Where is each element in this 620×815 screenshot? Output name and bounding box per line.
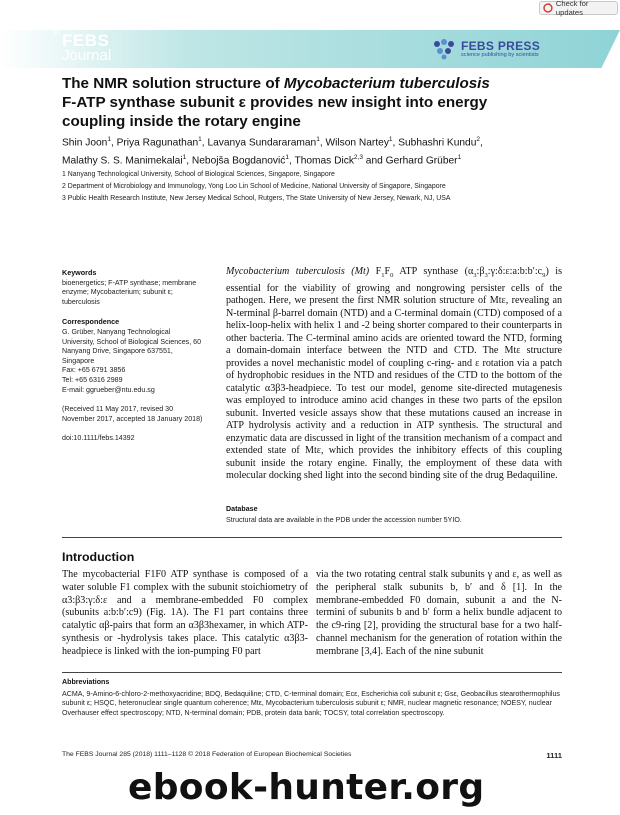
title-line2: F-ATP synthase subunit ε provides new insight into energy xyxy=(62,94,488,111)
logo-the: The xyxy=(54,23,61,36)
abstract-text: F xyxy=(384,266,391,277)
check-for-updates-button[interactable] xyxy=(539,1,618,15)
author-separator: , xyxy=(110,137,117,149)
abbreviations-text: ACMA, 9-Amino-6-chloro-2-methoxyacridine; BDQ, Bedaquiline; CTD, C-terminal domain; Ecε, Escherichia coli subunit ε; Gsε, Geobacillus stearothermophilus subunit ε; HSQC, heteronuclear single quantum coherence; Mtε, Mycobacterium tuberculosis subunit ε; NMR, nuclear magnetic resonance; NOESY, nuclear Overhauser effect spectroscopy; NTD, N-terminal domain; PDB, protein data bank; TOCSY, total correlation spectroscopy. xyxy=(62,689,560,717)
abbreviations-block xyxy=(62,678,562,718)
author-affiliation-ref: 2,3 xyxy=(353,153,363,161)
author-name: Priya Ragunathan xyxy=(116,137,199,149)
introduction-column-left: The mycobacterial F1F0 ATP synthase is composed of a water soluble F1 complex with the subunit stoichiometry of α3:β3:γ:δ:ε and a membrane-embedded F0 complex (subunits a:b:b′:c9) (Fig. 1A). The F1 part contains three catalytic αβ-pairs that form an α3β3hexamer, in which ATP- synthesis or -hydrolysis takes place. This catalytic α3β3-headpiece is linked with the ion-pumping F0 part xyxy=(62,569,308,657)
title-line1-italic: Mycobacterium tuberculosis xyxy=(283,75,490,92)
correspondence-line: University, School of Biological Sciences, 60 xyxy=(62,337,202,346)
febs-press-logo xyxy=(432,38,540,60)
author-affiliation-ref: 1 xyxy=(457,153,462,161)
received-line: November 2017, accepted 18 January 2018) xyxy=(62,414,203,423)
author-line-1: Shin Joon$^1$, Priya Ragunathan$^1$, Lavanya Sundararaman$^1$, Wilson Nartey$^1$, Subhashri Kundu$^2$, xyxy=(62,136,483,149)
keywords-heading: Keywords xyxy=(62,268,97,277)
abstract-text: ATP synthase (α xyxy=(393,266,474,277)
press-name: FEBS PRESS xyxy=(461,38,541,53)
section-divider xyxy=(62,537,562,538)
received-block xyxy=(62,405,210,424)
abstract-organism: Mycobacterium tuberculosis (Mt) xyxy=(226,266,370,277)
doi-link[interactable]: doi:10.1111/febs.14392 xyxy=(62,434,135,443)
footer-citation: The FEBS Journal 285 (2018) 1111–1128 © 2018 Federation of European Biochemical Societies xyxy=(62,751,352,758)
keywords-line: tuberculosis xyxy=(62,297,100,306)
author-list xyxy=(62,133,572,169)
author-name: Wilson Nartey xyxy=(325,137,389,149)
article-title xyxy=(62,74,562,131)
keywords-line: bioenergetics; F-ATP synthase; membrane xyxy=(62,278,197,287)
author-line-2 xyxy=(62,151,572,169)
author-name: Nebojša Bogdanović xyxy=(191,155,286,167)
watermark-logo: ebook-hunter.org xyxy=(128,767,485,808)
refresh-icon xyxy=(543,3,553,13)
affiliation-1: 1 Nanyang Technological University, School of Biological Sciences, Singapore, Singapore xyxy=(62,171,335,178)
author-affiliation-ref: 1 xyxy=(198,136,202,143)
author-affiliation-ref: 1 xyxy=(107,136,111,143)
keywords-line: enzyme; Mycobacterium; subunit ε; xyxy=(62,288,173,297)
affiliations xyxy=(62,169,582,205)
introduction-column-right: via the two rotating central stalk subunits γ and ε, as well as the peripheral stalk subunits b, b′ and δ [1]. In the membrane-embedded F0 domain, subunit a and the N-termini of subunits b and b′ form a helix bundle adjacent to the c9-ring [2], providing the structural base for a two half-channel mechanism for the generation of rotation within the membrane [3,4]. Each of the nine subunit xyxy=(316,569,562,657)
author-separator: , xyxy=(288,155,295,167)
correspondence-block xyxy=(62,317,210,395)
affiliation-2: 2 Department of Microbiology and Immunology, Yong Loo Lin School of Medicine, National University of Singapore, Singapore xyxy=(62,183,446,190)
author-separator: , xyxy=(201,137,208,149)
correspondence-line: Nanyang Drive, Singapore 637551, xyxy=(62,347,173,356)
keywords-block xyxy=(62,268,210,307)
received-line: (Received 11 May 2017, revised 30 xyxy=(62,405,174,414)
author-separator: and xyxy=(362,155,386,167)
author-name: Gerhard Grüber xyxy=(385,155,458,167)
abstract-body: ) is essential for the viability of growing and nongrowing persister cells of the pathogen. Here, we present the first NMR solution structure of Mtε, revealing an N-terminal β-barrel domain (NTD) and a C-terminal domain (CTD) composed of a helix-loop-helix with helix 1 and -2 being shorter compared to their counterparts in other bacteria. The C-terminal amino acids are oriented toward the NTD, forming a domain-domain interface between the NTD and CTD. The Mtε structure provides a novel mechanistic model of coupling c-ring- and ε rotation via a patch of hydrophobic residues in the NTD and residues of the CTD to the bottom of the catalytic α3β3-headpiece. To test our model, genome site-directed mutagenesis was employed to introduce amino acid changes in these two parts of the epsilon subunit. Inverted vesicle assays show that these mutations caused an increase in ATP hydrolysis activity and a reduction in ATP synthesis. The structural and enzymatic data are discussed in light of the transition mechanism of a compact and extended state of Mtε, which provides the inhibitory effects of this coupling subunit inside the rotary engine. Finally, the employment of these data with molecular docking shed light into the second binding site of the drug Bedaquiline. xyxy=(226,266,563,482)
introduction-heading: Introduction xyxy=(62,550,135,564)
database-text: Structural data are available in the PDB under the accession number 5YIO. xyxy=(226,516,462,524)
febs-press-mark-icon xyxy=(432,38,456,60)
author-separator: , xyxy=(319,137,326,149)
author-name: Malathy S. S. Manimekalai xyxy=(62,155,183,167)
check-for-updates-label: Check for updates xyxy=(555,0,589,17)
affiliation-3: 3 Public Health Research Institute, New Jersey Medical School, Rutgers, The State University of New Jersey, Newark, NJ, USA xyxy=(62,195,451,202)
author-affiliation-ref: 1 xyxy=(388,136,393,143)
press-tagline: science publishing by scientists xyxy=(461,51,539,58)
author-affiliation-ref: 1 xyxy=(285,153,289,161)
correspondence-fax: Fax: +65 6791 3856 xyxy=(62,366,126,375)
author-separator: , xyxy=(392,137,399,149)
abbreviations-heading: Abbreviations xyxy=(62,678,110,686)
correspondence-heading: Correspondence xyxy=(62,317,120,327)
author-name: Shin Joon xyxy=(62,137,108,149)
article-sidebar xyxy=(62,268,210,454)
author-affiliation-ref: 2 xyxy=(476,136,481,143)
author-name: Thomas Dick xyxy=(294,155,354,167)
correspondence-email-link[interactable]: E-mail: ggrueber@ntu.edu.sg xyxy=(62,385,155,394)
author-name: Lavanya Sundararaman xyxy=(207,137,317,149)
database-heading: Database xyxy=(226,505,258,513)
doi-block xyxy=(62,434,210,444)
abstract: Mycobacterium tuberculosis (Mt) $F_1F_0$ ATP synthase $(\alpha_3:\beta_3:\gamma:\delta:\varepsilon:a:b:b':c_9)$ is essential for the viability of growing and nongrowing persister cells of the pathogen. Here, we present the first NMR solution structure of Mtε, revealing an N-terminal β-barrel domain (NTD) and a C-terminal domain (CTD) composed of a helix-loop-helix with helix 1 and -2 being shorter compared to their counterparts in other bacteria. The C-terminal amino acids are oriented toward the NTD, forming a domain-domain interface between the NTD and CTD. The Mtε structure provides a novel mechanistic model of coupling c-ring- and ε rotation via a patch of hydrophobic residues in the NTD and residues of the CTD to the bottom of the catalytic α3β3-headpiece. To test our model, genome site-directed mutagenesis was employed to introduce amino acid changes in these two parts of the epsilon subunit. Inverted vesicle assays show that these mutations caused an increase in ATP hydrolysis activity and a reduction in ATP synthesis. The structural and enzymatic data are discussed in light of the transition mechanism of a compact and extended state of Mtε, which provides the inhibitory effects of this coupling subunit inside the rotary engine. Finally, the employment of these data with molecular docking shed light into the second binding site of the drug Bedaquiline. xyxy=(226,266,563,482)
author-affiliation-ref: 1 xyxy=(182,153,187,161)
correspondence-line: G. Grüber, Nanyang Technological xyxy=(62,327,171,336)
author-name: Subhashri Kundu xyxy=(398,137,477,149)
febs-journal-logo xyxy=(54,23,112,64)
page-footer xyxy=(62,751,562,758)
correspondence-tel: Tel: +65 6316 2989 xyxy=(62,375,123,384)
author-affiliation-ref: 1 xyxy=(316,136,320,143)
author-separator: , xyxy=(186,155,192,167)
logo-febs: FEBS xyxy=(62,31,110,50)
logo-journal: Journal xyxy=(62,47,112,64)
abstract-text: F xyxy=(369,266,382,277)
database-block xyxy=(226,505,562,524)
title-line3: coupling inside the rotary engine xyxy=(62,113,301,130)
abbreviations-divider xyxy=(62,672,562,673)
title-line1-pre: The NMR solution structure of xyxy=(62,75,284,92)
correspondence-line: Singapore xyxy=(62,356,95,365)
page-number: 1111 xyxy=(546,751,562,760)
